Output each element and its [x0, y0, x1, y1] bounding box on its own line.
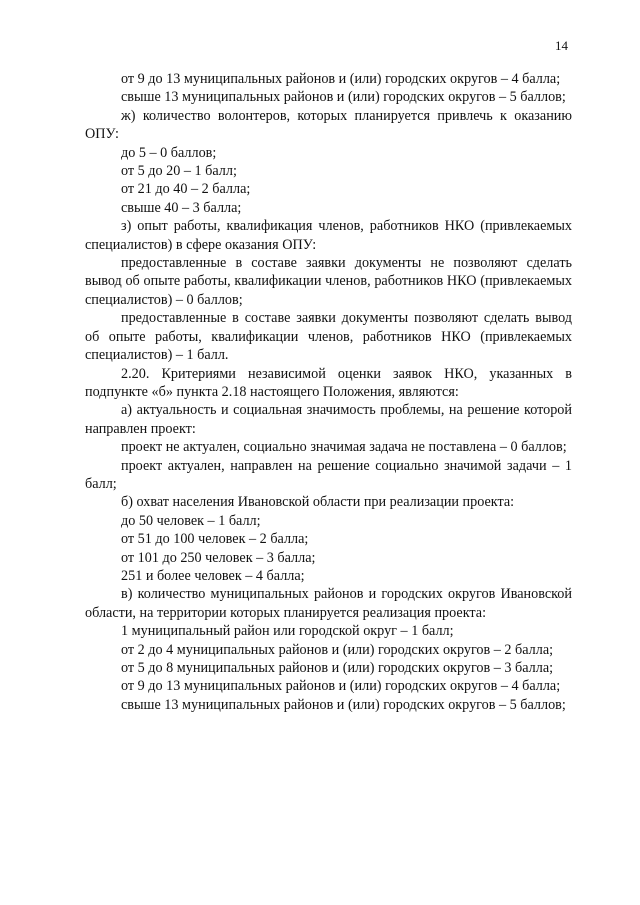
paragraph: от 9 до 13 муниципальных районов и (или) городских округов – 4 балла;: [121, 71, 561, 87]
paragraph: от 21 до 40 – 2 балла;: [121, 181, 251, 198]
paragraph: проект актуален, направлен на решение социально значимой задачи – 1 балл;: [85, 457, 572, 492]
paragraph: до 50 человек – 1 балл;: [121, 512, 261, 529]
paragraph: 2.20. Критериями независимой оценки заявок НКО, указанных в подпункте «б» пункта 2.18 настоящего Положения, являются:: [85, 365, 572, 400]
paragraph: от 5 до 8 муниципальных районов и (или) городских округов – 3 балла;: [121, 660, 554, 676]
document-body: [85, 70, 572, 714]
paragraph: от 2 до 4 муниципальных районов и (или) городских округов – 2 балла;: [121, 641, 554, 658]
paragraph: ж) количество волонтеров, которых планируется привлечь к оказанию ОПУ:: [85, 107, 572, 143]
paragraph: 1 муниципальный район или городской округ – 1 балл;: [121, 623, 454, 640]
paragraph: з) опыт работы, квалификация членов, работников НКО (привлекаемых специалистов) в сфере оказания ОПУ:: [85, 218, 572, 253]
paragraph: свыше 40 – 3 балла;: [121, 199, 242, 216]
paragraph: проект не актуален, социально значимая задача не поставлена – 0 баллов;: [121, 439, 567, 456]
paragraph: до 5 – 0 баллов;: [121, 144, 217, 161]
paragraph: от 5 до 20 – 1 балл;: [121, 163, 237, 180]
paragraph: от 101 до 250 человек – 3 балла;: [121, 549, 316, 566]
paragraph: 251 и более человек – 4 балла;: [121, 567, 305, 584]
paragraph: от 9 до 13 муниципальных районов и (или) городских округов – 4 балла;: [121, 678, 561, 695]
paragraph: свыше 13 муниципальных районов и (или) городских округов – 5 баллов;: [121, 696, 566, 713]
paragraph: в) количество муниципальных районов и городских округов Ивановской области, на территории которых планируется реализация проекта:: [85, 586, 572, 621]
paragraph: свыше 13 муниципальных районов и (или) городских округов – 5 баллов;: [121, 89, 566, 106]
paragraph: предоставленные в составе заявки документы позволяют сделать вывод об опыте работы, квалификации членов, работников НКО (привлекаемых специалистов) – 1 балл.: [85, 310, 572, 364]
paragraph: а) актуальность и социальная значимость проблемы, на решение которой направлен проект:: [85, 402, 572, 437]
paragraph: от 51 до 100 человек – 2 балла;: [121, 531, 309, 548]
page-number: 14: [555, 38, 568, 53]
paragraph: б) охват населения Ивановской области при реализации проекта:: [121, 494, 515, 511]
paragraph: предоставленные в составе заявки документы не позволяют сделать вывод об опыте работы, квалификации членов, работников НКО (привлекаемых специалистов) – 0 баллов;: [85, 255, 572, 308]
